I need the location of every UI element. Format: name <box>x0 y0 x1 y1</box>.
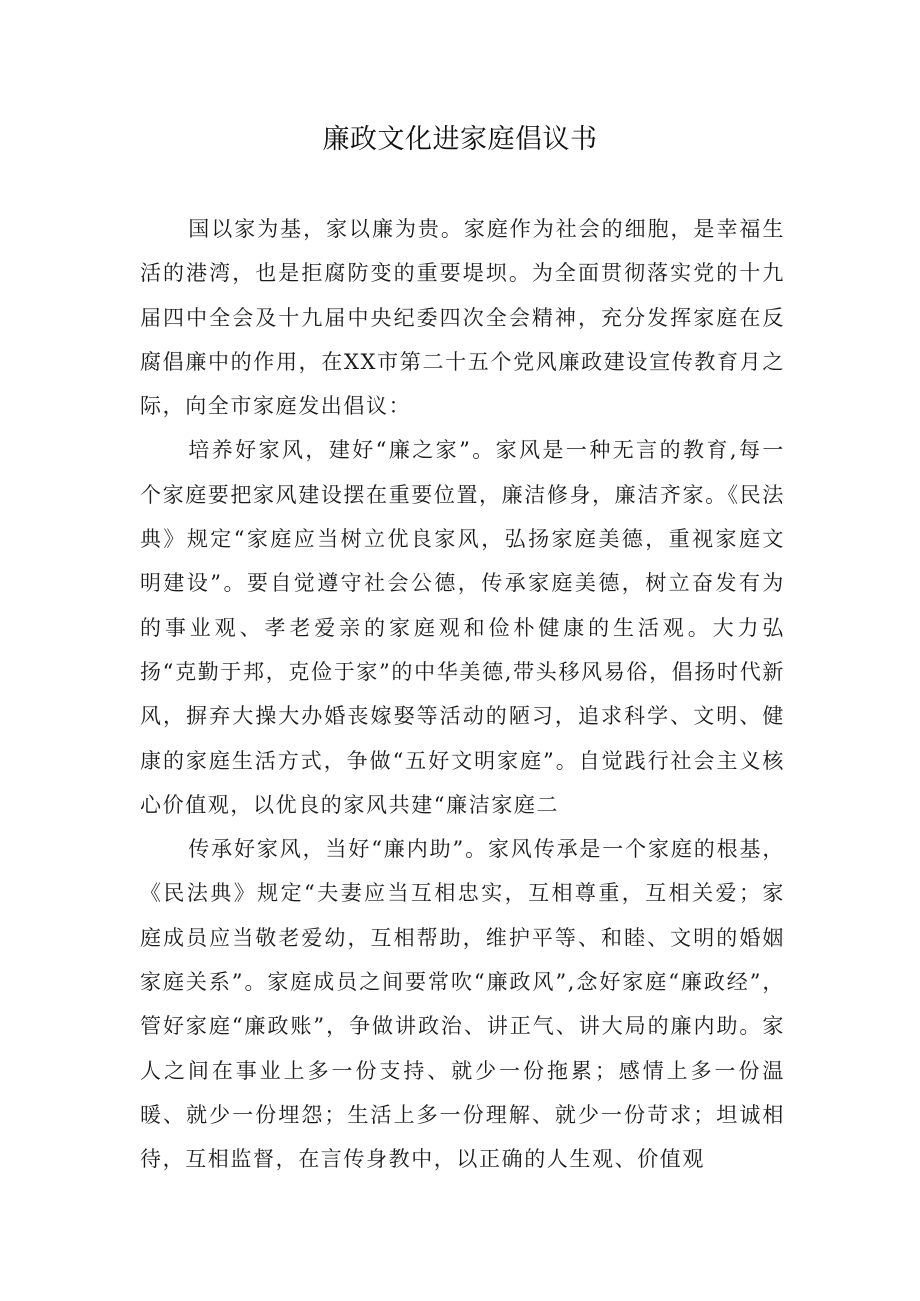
paragraph-inherit-family-style: 传承好家风，当好“廉内助”。家风传承是一个家庭的根基，《民法典》规定“夫妻应当互相忠实，互相尊重，互相关爱；家庭成员应当敬老爱幼，互相帮助，维护平等、和睦、文明的婚姻家庭关系”。家庭成员之间要常吹“廉政风”,念好家庭“廉政经”，管好家庭“廉政账”，争做讲政治、讲正气、讲大局的廉内助。家人之间在事业上多一份支持、就少一份拖累；感情上多一份温暖、就少一份埋怨；生活上多一份理解、就少一份苛求；坦诚相待，互相监督，在言传身教中，以正确的人生观、价值观 <box>140 837 785 1172</box>
document-body <box>140 207 785 1182</box>
paragraph-good-family-style: 培养好家风，建好“廉之家”。家风是一种无言的教育,每一个家庭要把家风建设摆在重要位置，廉洁修身，廉洁齐家。《民法典》规定“家庭应当树立优良家风，弘扬家庭美德，重视家庭文明建设”。要自觉遵守社会公德，传承家庭美德，树立奋发有为的事业观、孝老爱亲的家庭观和俭朴健康的生活观。大力弘扬“克勤于邦，克俭于家”的中华美德,带头移风易俗，倡扬时代新风，摒弃大操大办婚丧嫁娶等活动的陋习，追求科学、文明、健康的家庭生活方式，争做“五好文明家庭”。自觉践行社会主义核心价值观，以优良的家风共建“廉洁家庭二 <box>140 438 785 817</box>
paragraph-intro: 国以家为基，家以廉为贵。家庭作为社会的细胞，是幸福生活的港湾，也是拒腐防变的重要堤坝。为全面贯彻落实党的十九届四中全会及十九届中央纪委四次全会精神，充分发挥家庭在反腐倡廉中的作用，在XX市第二十五个党风廉政建设宣传教育月之际，向全市家庭发出倡议： <box>140 217 785 419</box>
document-title: 廉政文化进家庭倡议书 <box>322 124 598 155</box>
